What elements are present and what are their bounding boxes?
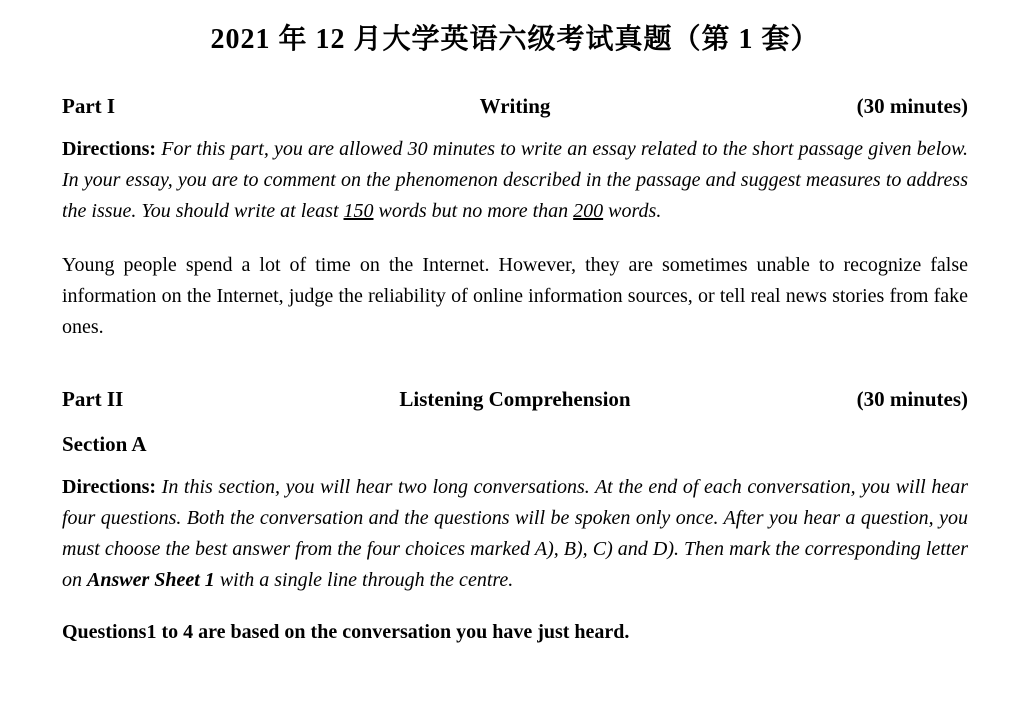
part1-word-max: 200 xyxy=(573,200,604,223)
part2-directions-text-1: In this section, you will hear two long conversations. At the end of each conversation, you will hear four questions. Both the conversation and the questions will be spoken only once. After you hear a question, you must choose the best answer from the four choices marked A), B), C) and D). Then mark the corresponding letter on xyxy=(62,476,968,592)
part1-header xyxy=(62,94,968,119)
part1-directions-text-2: words but no more than xyxy=(373,200,574,223)
part1-directions-text-1: For this part, you are allowed 30 minutes to write an essay related to the short passage given below. In your essay, you are to comment on the phenomenon described in the passage and suggest measures to address the issue. You should write at least xyxy=(62,138,968,223)
page-title: 2021 年 12 月大学英语六级考试真题（第 1 套） xyxy=(210,24,820,55)
part1-duration: (30 minutes) xyxy=(856,94,968,119)
part1-directions xyxy=(62,134,968,227)
part1-writing-passage: Young people spend a lot of time on the Internet. However, they are sometimes unable to recognize false information on the Internet, judge the reliability of online information sources, or tell real news stories from fake ones. xyxy=(62,254,968,339)
part2-heading: Listening Comprehension xyxy=(399,387,631,412)
part2-duration: (30 minutes) xyxy=(856,387,968,412)
part2-header xyxy=(62,387,968,412)
part1-directions-text-3: words. xyxy=(603,200,662,223)
part1-label: Part I xyxy=(62,94,116,119)
part2-directions-label: Directions: xyxy=(62,476,157,499)
part2-directions-text-2: with a single line through the centre. xyxy=(214,569,514,592)
part2-directions xyxy=(62,472,968,596)
part2-label: Part II xyxy=(62,387,124,412)
questions-1-4-line: Questions1 to 4 are based on the conversation you have just heard. xyxy=(62,621,630,644)
part1-directions-label: Directions: xyxy=(62,138,157,161)
section-a-label: Section A xyxy=(62,432,147,457)
part1-word-min: 150 xyxy=(343,200,374,223)
part1-heading: Writing xyxy=(479,94,551,119)
answer-sheet-reference: Answer Sheet 1 xyxy=(87,569,215,592)
